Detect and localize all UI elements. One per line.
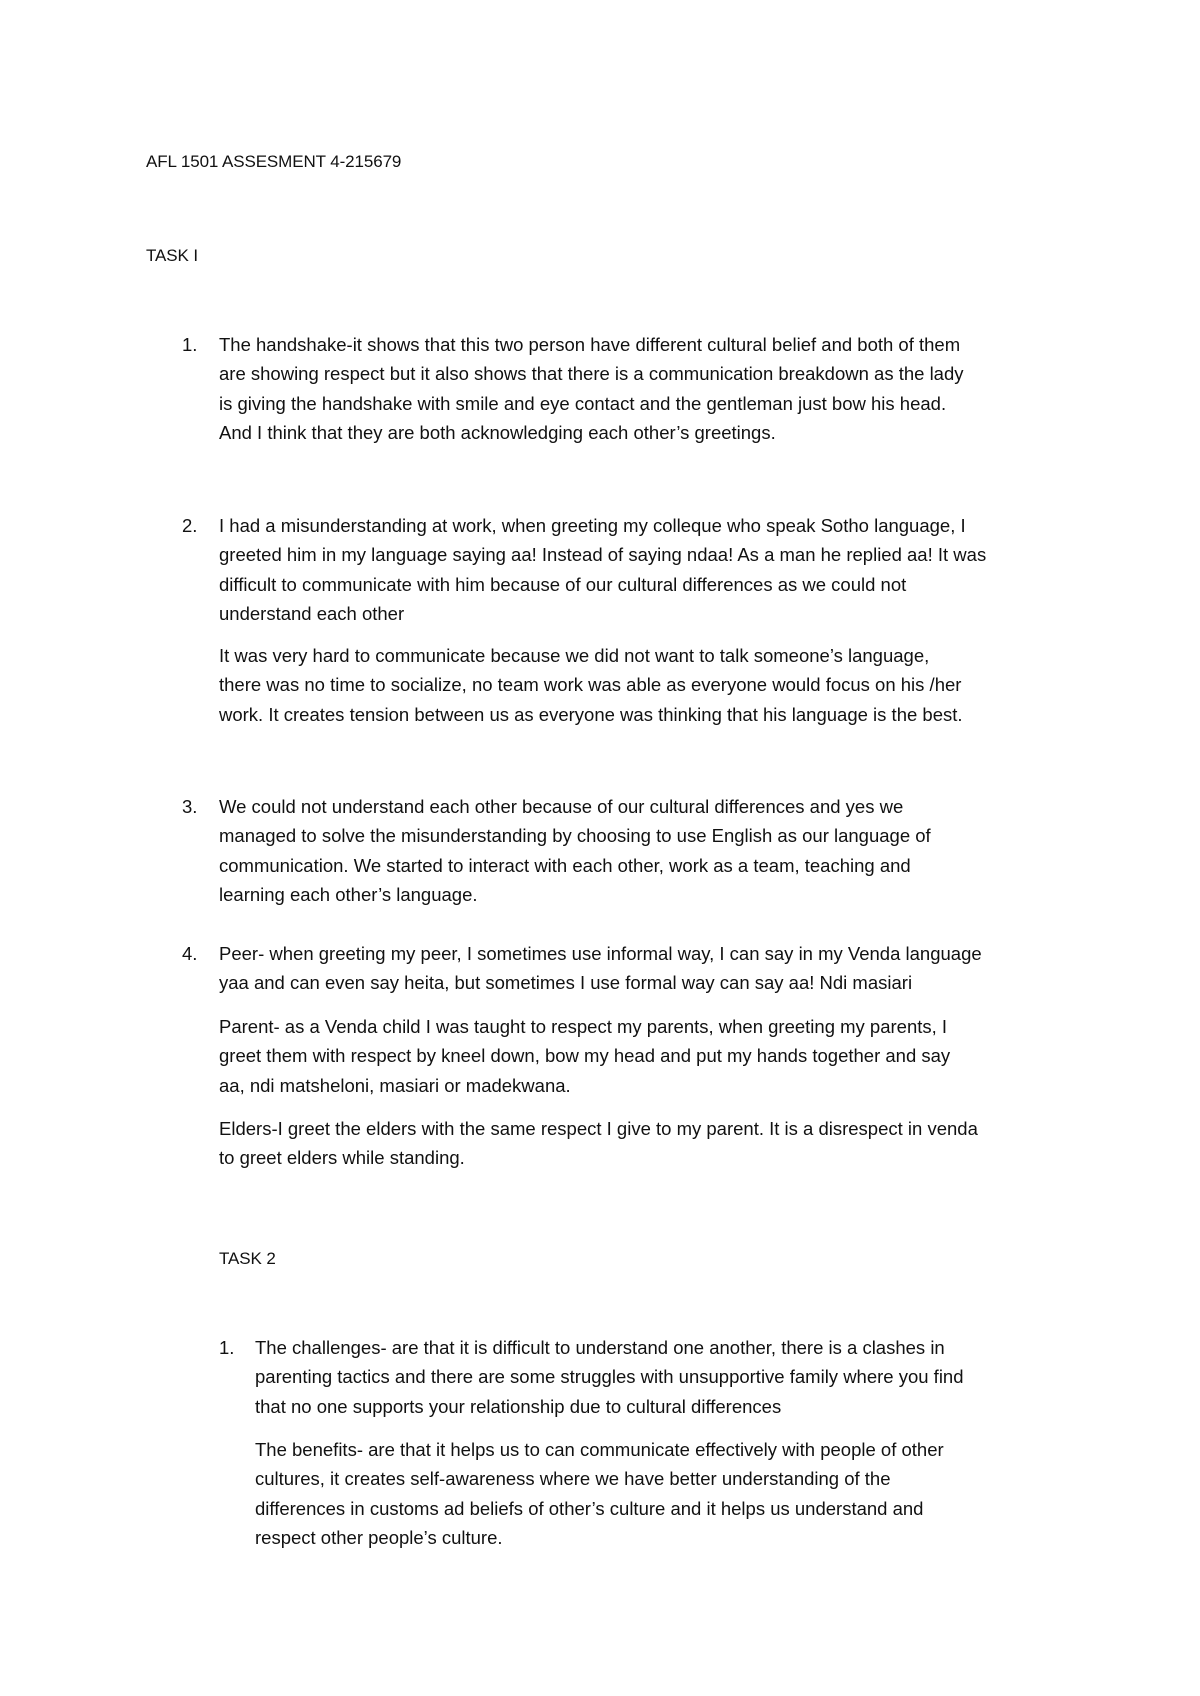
task2-heading: TASK 2 — [219, 1249, 276, 1268]
task1-item4-paragraph-2 — [219, 1012, 950, 1100]
text-line: yaa and can even say heita, but sometimes I use formal way can say aa! Ndi masiari — [219, 972, 913, 994]
text-line: greet them with respect by kneel down, bow my head and put my hands together and say — [219, 1045, 951, 1067]
text-line: is giving the handshake with smile and eye contact and the gentleman just bow his head. — [219, 392, 947, 414]
task1-item4-paragraph-1 — [219, 939, 982, 998]
text-line: Parent- as a Venda child I was taught to respect my parents, when greeting my parents, I — [219, 1016, 948, 1037]
text-line: And I think that they are both acknowledging each other’s greetings. — [219, 421, 776, 443]
text-line: communication. We started to interact with each other, work as a team, teaching and — [219, 854, 911, 876]
text-line: cultures, it creates self-awareness where we have better understanding of the — [255, 1468, 891, 1490]
text-line: We could not understand each other because of our cultural differences and yes we — [219, 796, 904, 817]
text-line: are showing respect but it also shows that there is a communication breakdown as the lady — [219, 363, 964, 385]
text-line: managed to solve the misunderstanding by choosing to use English as our language of — [219, 825, 931, 847]
task1-heading: TASK I — [146, 246, 198, 265]
task1-item3-number: 3. — [182, 796, 198, 817]
task1-item2-number: 2. — [182, 515, 198, 536]
text-line: Peer- when greeting my peer, I sometimes use informal way, I can say in my Venda language — [219, 943, 982, 964]
text-line: The benefits- are that it helps us to can communicate effectively with people of other — [255, 1439, 944, 1460]
task1-item4-paragraph-3 — [219, 1114, 978, 1173]
task1-item2-paragraph-1 — [219, 511, 986, 628]
text-line: learning each other’s language. — [219, 883, 478, 905]
text-line: differences in customs ad beliefs of other’s culture and it helps us understand and — [255, 1497, 924, 1519]
document-title: AFL 1501 ASSESMENT 4-215679 — [146, 152, 402, 171]
text-line: parenting tactics and there are some struggles with unsupportive family where you find — [255, 1366, 964, 1388]
text-line: The handshake-it shows that this two person have different cultural belief and both of them — [219, 334, 961, 355]
text-line: The challenges- are that it is difficult to understand one another, there is a clashes in — [255, 1337, 945, 1358]
text-line: Elders-I greet the elders with the same respect I give to my parent. It is a disrespect in venda — [219, 1118, 978, 1139]
task2-item1-paragraph-1 — [255, 1333, 964, 1421]
text-line: understand each other — [219, 602, 405, 624]
text-line: difficult to communicate with him because of our cultural differences as we could not — [219, 573, 907, 595]
task1-item2-paragraph-2 — [219, 641, 963, 729]
task2-item1-paragraph-2 — [255, 1435, 944, 1552]
text-line: work. It creates tension between us as everyone was thinking that his language is the best. — [219, 703, 963, 725]
task1-item4-number: 4. — [182, 943, 198, 964]
text-line: greeted him in my language saying aa! Instead of saying ndaa! As a man he replied aa! It was — [219, 544, 987, 566]
text-line: that no one supports your relationship due to cultural differences — [255, 1395, 782, 1417]
text-line: there was no time to socialize, no team work was able as everyone would focus on his /her — [219, 674, 962, 696]
text-line: to greet elders while standing. — [219, 1147, 465, 1169]
task2-item1-number: 1. — [219, 1337, 235, 1358]
text-line: respect other people’s culture. — [255, 1526, 503, 1548]
text-line: aa, ndi matsheloni, masiari or madekwana. — [219, 1074, 571, 1096]
task1-item1-number: 1. — [182, 334, 198, 355]
text-line: It was very hard to communicate because we did not want to talk someone’s language, — [219, 645, 930, 666]
task1-item1-paragraph — [219, 330, 964, 447]
task1-item3-paragraph — [219, 792, 931, 909]
text-line: I had a misunderstanding at work, when greeting my colleque who speak Sotho language, I — [219, 515, 966, 536]
